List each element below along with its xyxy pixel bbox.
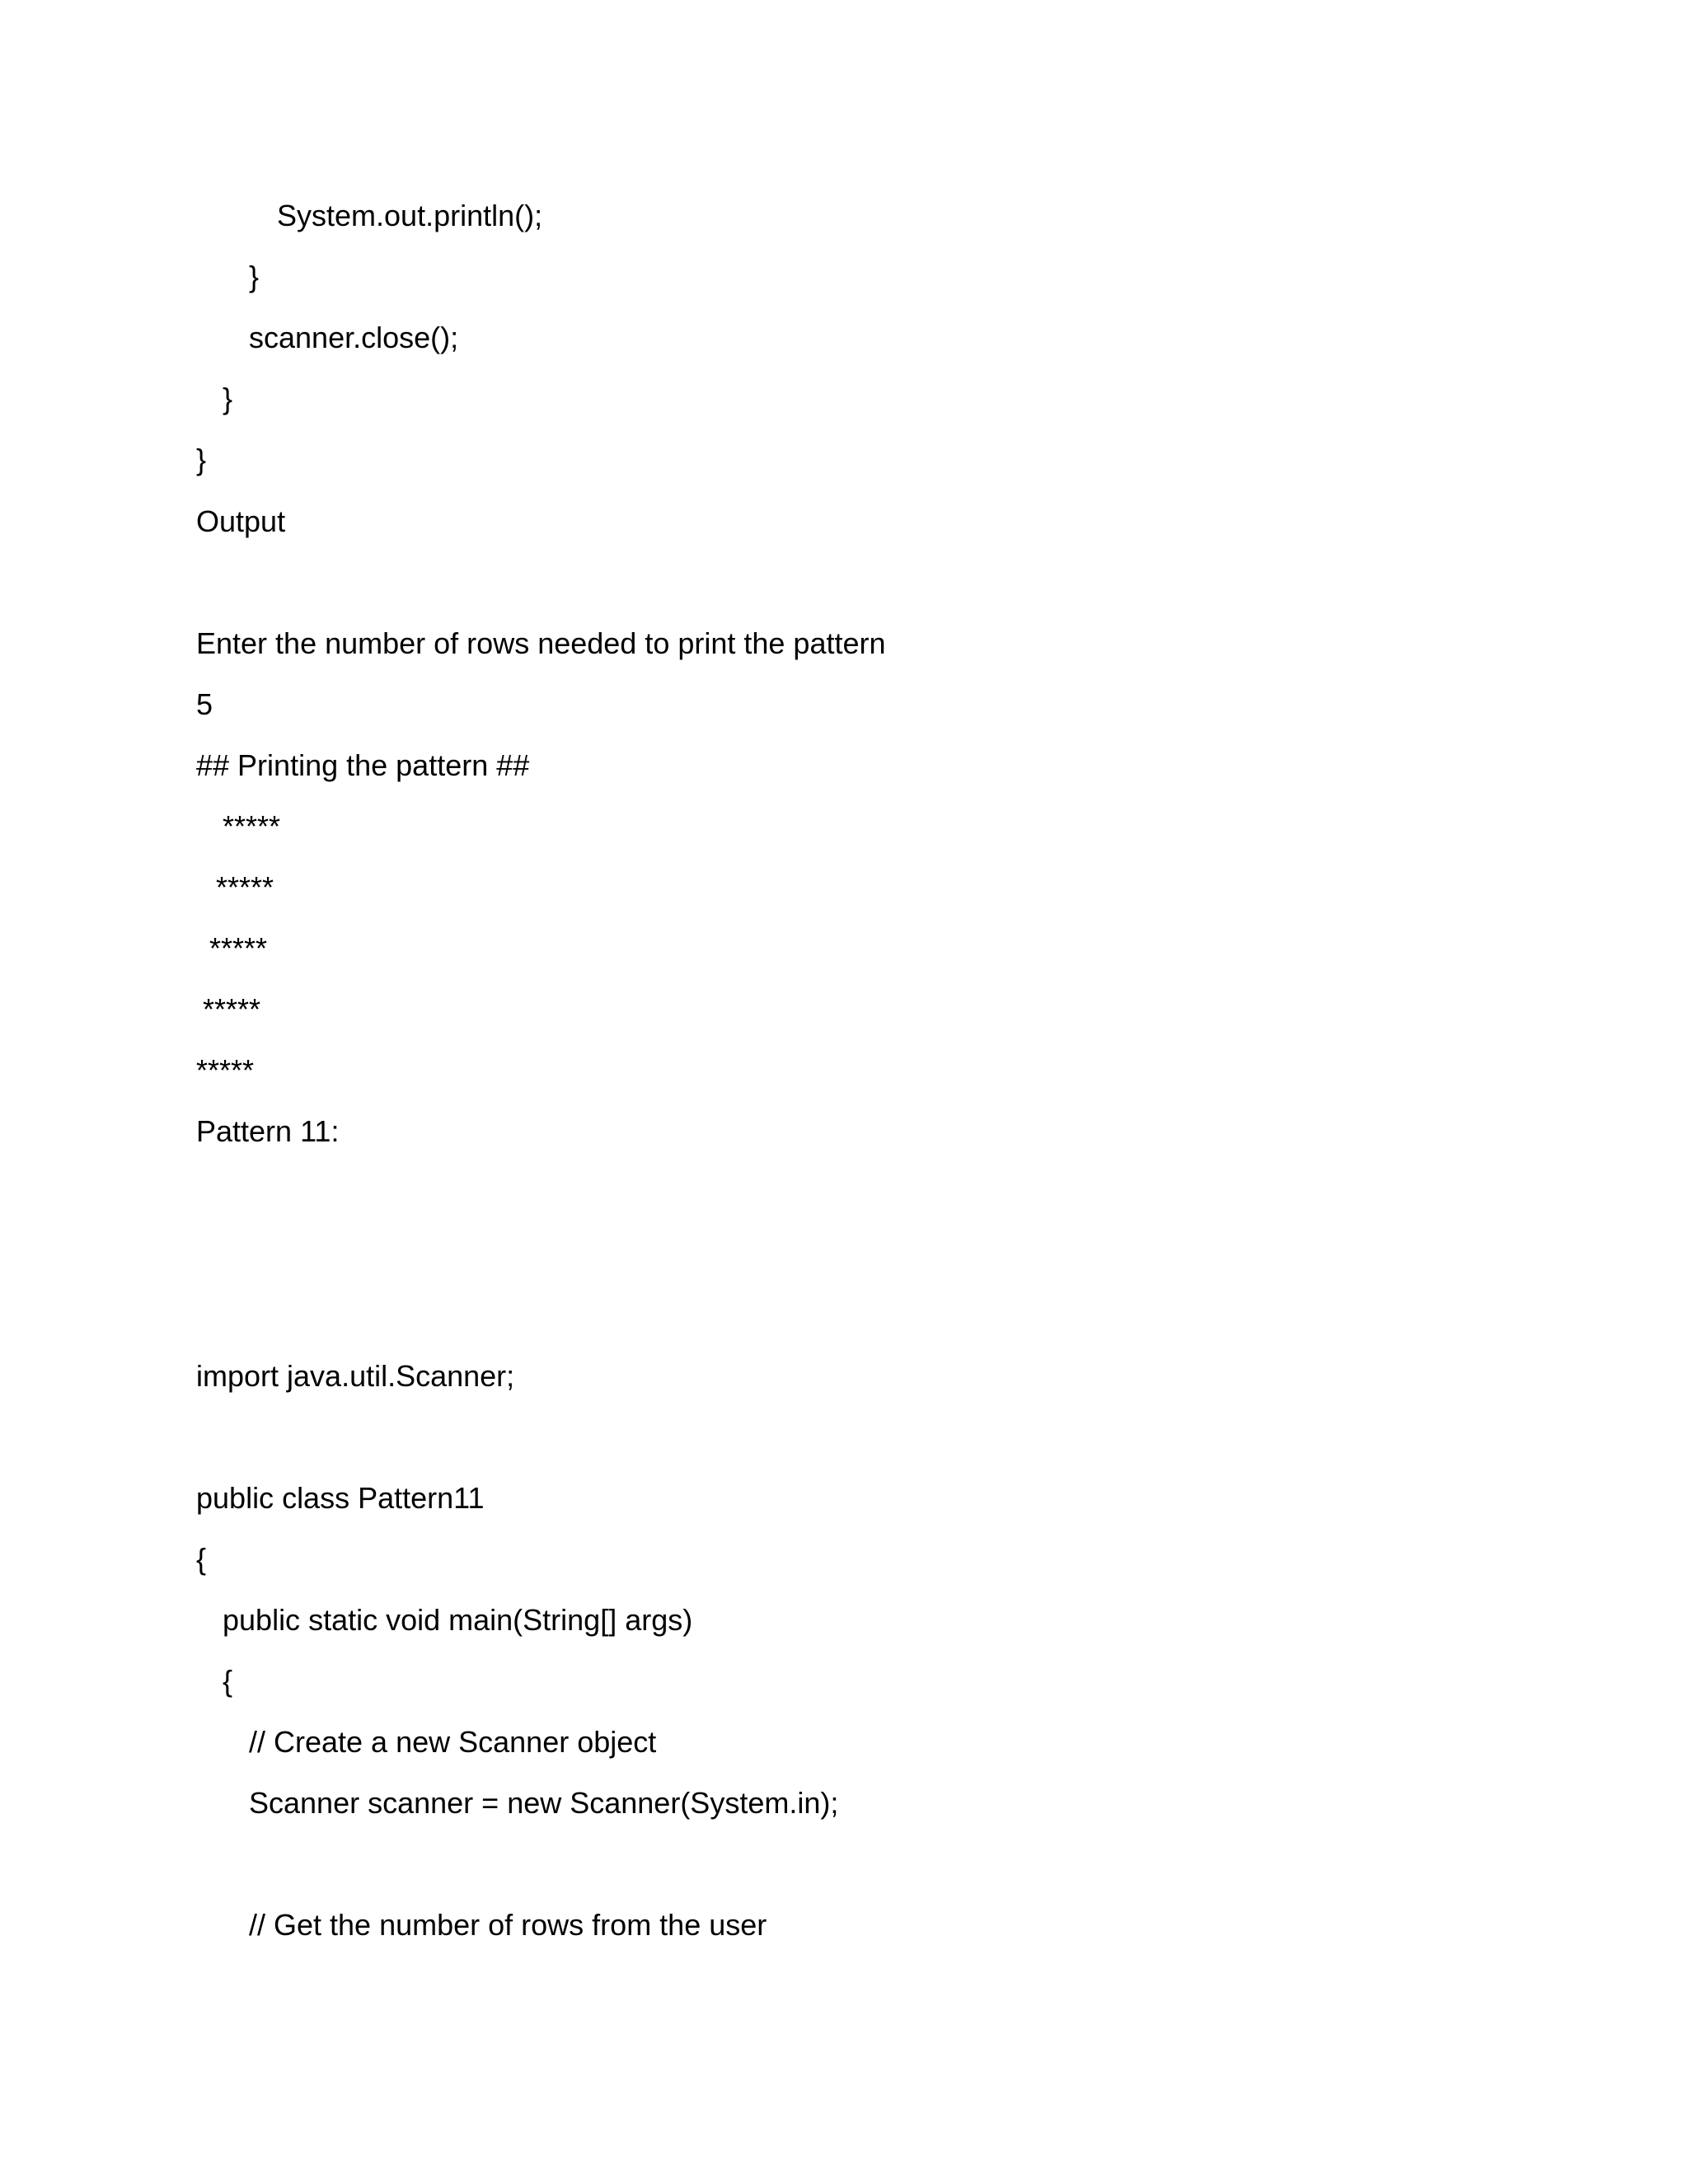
code-comment: // Get the number of rows from the user — [249, 1908, 767, 1942]
code-line: } — [249, 260, 260, 293]
output-line: 5 — [196, 687, 213, 721]
pattern-row: ***** — [223, 809, 281, 843]
pattern-row: ***** — [196, 1053, 255, 1087]
code-line: scanner.close(); — [249, 321, 459, 354]
code-comment: // Create a new Scanner object — [249, 1725, 657, 1759]
output-line: ## Printing the pattern ## — [196, 748, 530, 782]
code-line: import java.util.Scanner; — [196, 1359, 515, 1393]
code-line: Scanner scanner = new Scanner(System.in); — [249, 1786, 839, 1820]
code-line: public class Pattern11 — [196, 1481, 485, 1515]
output-line: Enter the number of rows needed to print the pattern — [196, 626, 886, 660]
code-line: } — [196, 443, 207, 476]
code-line: System.out.println(); — [277, 199, 543, 232]
section-heading: Pattern 11: — [196, 1114, 340, 1148]
code-line: public static void main(String[] args) — [223, 1603, 693, 1637]
pattern-row: ***** — [209, 931, 268, 965]
pattern-row: ***** — [203, 992, 261, 1026]
code-line: { — [196, 1542, 207, 1576]
pattern-row: ***** — [216, 870, 274, 904]
code-line: { — [223, 1664, 233, 1698]
code-line: } — [223, 382, 233, 415]
section-heading: Output — [196, 504, 286, 538]
